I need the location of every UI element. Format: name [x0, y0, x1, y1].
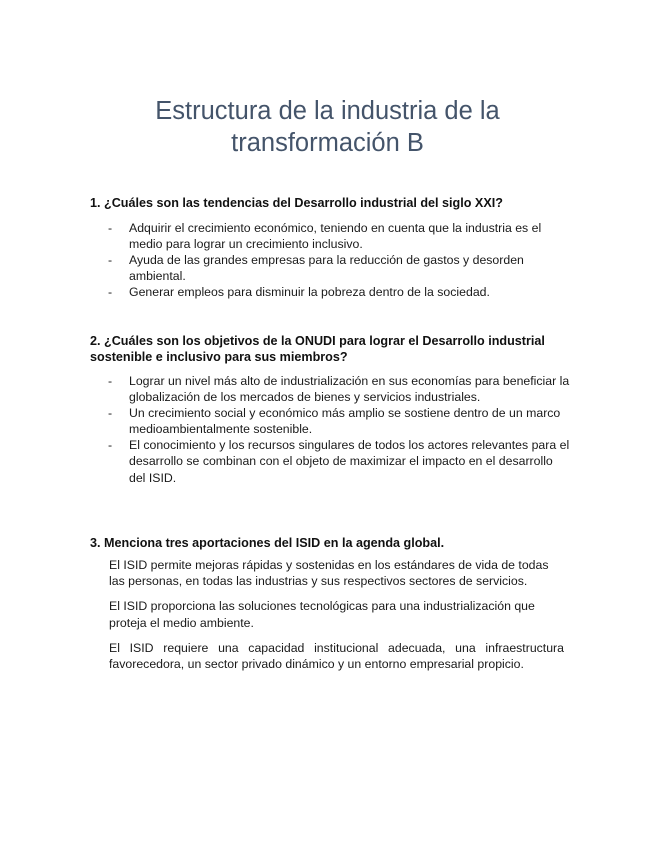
bullet-dash: - [108, 374, 113, 388]
list-item-text: Lograr un nivel más alto de industrialización en sus economías para beneficiar la globalización de los mercados de bienes y servicios industriales. [129, 374, 570, 405]
bullet-dash: - [108, 253, 113, 268]
document-title [90, 95, 565, 159]
list-item-text: Generar empleos para disminuir la pobreza dentro de la sociedad. [129, 285, 490, 300]
list-item [108, 437, 570, 485]
list-item-text: Adquirir el crecimiento económico, teniendo en cuenta que la industria es el medio para lograr un crecimiento inclusivo. [129, 221, 542, 252]
bullet-dash: - [108, 438, 113, 453]
question-1: 1. ¿Cuáles son las tendencias del Desarrollo industrial del siglo XXI? [90, 196, 503, 210]
answer-list-2 [108, 373, 570, 486]
list-item-text: Ayuda de las grandes empresas para la reducción de gastos y desorden ambiental. [129, 253, 524, 284]
title-line-2: transformación B [231, 129, 424, 157]
list-item-text: El conocimiento y los recursos singulares de todos los actores relevantes para el desarrollo se combinan con el objeto de maximizar el impacto en el desarrollo del ISID. [129, 438, 570, 485]
bullet-dash: - [108, 221, 113, 235]
paragraph: El ISID requiere una capacidad institucional adecuada, una infraestructura favorecedora, un sector privado dinámico y un entorno empresarial propicio. [109, 640, 564, 672]
bullet-dash: - [108, 406, 113, 421]
paragraph: El ISID permite mejoras rápidas y sostenidas en los estándares de vida de todas las personas, en todas las industrias y sus respectivos sectores de servicios. [109, 558, 549, 589]
question-3: 3. Menciona tres aportaciones del ISID en la agenda global. [90, 536, 445, 550]
title-line-1: Estructura de la industria de la [155, 97, 500, 125]
list-item [108, 405, 570, 437]
list-item [108, 373, 570, 405]
list-item [108, 284, 570, 300]
list-item [108, 252, 570, 284]
list-item [108, 220, 570, 252]
paragraph: El ISID proporciona las soluciones tecnológicas para una industrialización que proteja el medio ambiente. [109, 599, 535, 630]
answer-list-1 [108, 220, 570, 300]
question-2: 2. ¿Cuáles son los objetivos de la ONUDI para lograr el Desarrollo industrial sostenible e inclusivo para sus miembros? [90, 334, 545, 364]
list-item-text: Un crecimiento social y económico más amplio se sostiene dentro de un marco medioambientalmente sostenible. [129, 406, 561, 437]
bullet-dash: - [108, 285, 113, 300]
answer-paragraphs-3 [109, 557, 564, 681]
